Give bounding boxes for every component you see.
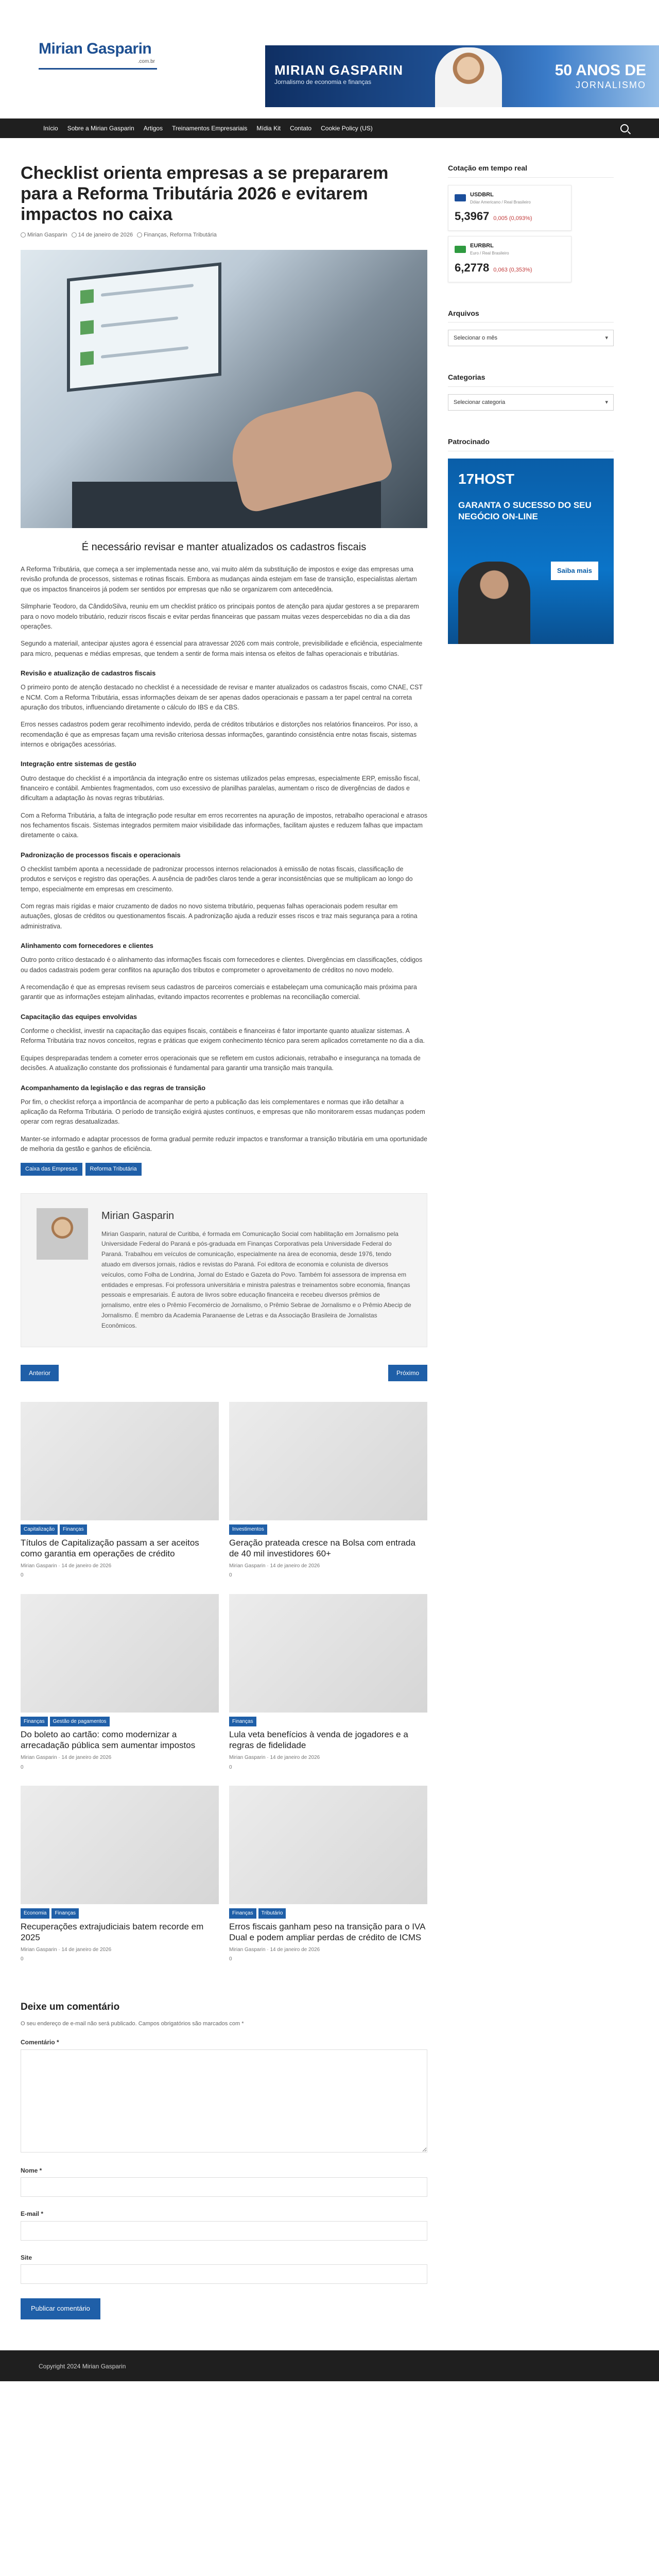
folder-icon [137,232,142,238]
check-icon [80,320,94,335]
section-heading: Revisão e atualização de cadastros fiscais [21,669,156,677]
image-caption: É necessário revisar e manter atualizados os cadastros fiscais [81,541,367,553]
article-paragraph: Manter-se informado e adaptar processos de forma gradual permite reduzir impactos e transformar a transição tributária em uma oportunidade de melhoria da gestão e ganhos de eficiência. [21,1135,427,1153]
related-date: 14 de janeiro de 2026 [270,1946,320,1953]
logo-bar [39,68,157,70]
main-column [21,163,427,2319]
author-meta[interactable] [21,231,67,240]
article-meta [21,231,427,240]
section-heading: Capacitação das equipes envolvidas [21,1012,137,1021]
widget-title: Patrocinado [448,436,614,451]
eu-flag-icon [455,246,466,253]
prev-post-button[interactable]: Anterior [21,1365,59,1382]
author-name[interactable]: Mirian Gasparin [101,1210,175,1222]
widget-title: Cotação em tempo real [448,163,614,178]
related-title[interactable]: Lula veta benefícios à venda de jogadores e a regras de fidelidade [229,1730,408,1751]
related-title[interactable]: Recuperações extrajudiciais batem recorde em 2025 [21,1921,204,1942]
page-content [0,163,659,2319]
related-date: 14 de janeiro de 2026 [270,1755,320,1761]
related-post [229,1786,427,1963]
site-footer [0,2350,659,2381]
comment-textarea[interactable] [21,2049,427,2153]
author-box [21,1193,427,1347]
related-meta: Mirian Gasparin · 14 de janeiro de 2026 [21,1946,112,1953]
related-tag[interactable]: Finanças [60,1524,87,1535]
related-post [21,1402,219,1580]
related-tag[interactable]: Gestão de pagamentos [50,1717,110,1727]
ad-cta-button[interactable]: Saiba mais [551,562,598,580]
related-date: 14 de janeiro de 2026 [61,1946,112,1953]
article-title: Checklist orienta empresas a se prepararem para a Reforma Tributária 2026 e evitarem impactos no caixa [21,163,389,224]
article-categories: Finanças, Reforma Tributária [144,232,217,238]
post-navigation [21,1365,427,1382]
quote-value: 6,2778 [455,261,490,274]
tag-reforma[interactable]: Reforma Tributária [85,1163,142,1176]
article-paragraph: Equipes despreparadas tendem a cometer erros operacionais que se refletem em custos adicionais, retrabalho e insegurança na tomada de decisões. A atualização constante dos profissionais é fundamental para garantir uma transição mais tranquila. [21,1054,421,1072]
related-meta: Mirian Gasparin · 14 de janeiro de 2026 [21,1755,112,1761]
article-paragraph: Com a Reforma Tributária, a falta de integração pode resultar em erros recorrentes na apuração de impostos, retrabalho operacional e atrasos nos fechamentos fiscais. Sistemas integrados permitem maior visibilidade das informações, facilitam ajustes e reduzem falhas que impactam diretamente o caixa. [21,811,428,839]
related-title[interactable]: Do boleto ao cartão: como modernizar a arrecadação pública sem aumentar impostos [21,1730,196,1751]
related-comment-count: 0 [229,1572,232,1579]
article-paragraph: A Reforma Tributária, que começa a ser implementada nesse ano, vai muito além da substituição de impostos e exige das empresas uma revisão profunda de processos, sistemas e rotinas fiscais. Embora as mudanças ainda estejam em fase de transição, especialistas alertam que os impactos financeiros já podem ser sentidos por empresas que não se organizarem com antecedência. [21,566,417,593]
site-header [0,0,659,118]
comment-title: Deixe um comentário [21,2001,120,2012]
search-icon[interactable] [620,124,629,132]
article-paragraph: Segundo a materiail, antecipar ajustes agora é essencial para atravessar 2026 com mais controle, previsibilidade e eficiência, especialmente para micro, pequenas e médias empresas, que tendem a sentir de forma mais intensa os efeitos de falhas operacionais e tributárias. [21,640,423,657]
related-author: Mirian Gasparin [229,1563,266,1569]
related-meta: Mirian Gasparin · 14 de janeiro de 2026 [229,1755,320,1761]
related-tag[interactable]: Investimentos [229,1524,267,1535]
related-date: 14 de janeiro de 2026 [270,1563,320,1569]
related-image[interactable] [229,1402,427,1520]
image-screen [67,262,221,392]
banner-name: MIRIAN GASPARIN [274,62,403,78]
related-post [21,1786,219,1963]
quote-change: 0,063 (0,353%) [493,266,532,273]
quote-card[interactable] [448,236,571,282]
banner-anos-sub: JORNALISMO [575,80,646,90]
image-line [101,316,178,328]
related-title[interactable]: Erros fiscais ganham peso na transição para o IVA Dual e podem ampliar perdas de crédito de ICMS [229,1921,425,1942]
categories-widget [448,372,614,411]
related-title[interactable]: Geração prateada cresce na Bolsa com entrada de 40 mil investidores 60+ [229,1537,415,1558]
related-date: 14 de janeiro de 2026 [61,1755,112,1761]
related-image[interactable] [229,1786,427,1904]
banner-anos: 50 ANOS DE [554,62,646,79]
section-heading: Padronização de processos fiscais e operacionais [21,851,181,859]
article-author: Mirian Gasparin [27,232,67,238]
sponsor-ad[interactable] [448,459,614,644]
image-line [101,346,188,359]
section-heading: Acompanhamento da legislação e das regras de transição [21,1083,206,1092]
related-tag[interactable]: Capitalização [21,1524,58,1535]
related-comment-count: 0 [229,1764,232,1770]
related-post [229,1594,427,1772]
related-post [21,1594,219,1772]
related-tag[interactable]: Tributário [258,1908,286,1919]
name-field[interactable] [21,2177,427,2197]
ad-brand: 17HOST [458,470,514,487]
next-post-button[interactable]: Próximo [388,1365,427,1382]
related-posts [21,1402,427,1963]
related-meta: Mirian Gasparin · 14 de janeiro de 2026 [229,1946,320,1953]
name-label: Nome * [21,2166,42,2174]
image-line [101,284,194,297]
nav-item-sobre[interactable]: Sobre a Mirian Gasparin [67,125,134,132]
related-post [229,1402,427,1580]
archives-widget [448,308,614,347]
quote-change: 0,005 (0,093%) [493,215,532,222]
related-comment-count: 0 [21,1956,24,1962]
ad-headline: GARANTA O SUCESSO DO SEU NEGÓCIO ON-LINE [458,500,592,521]
comment-note: O seu endereço de e-mail não será publicado. Campos obrigatórios são marcados com * [21,2021,244,2027]
section-heading: Alinhamento com fornecedores e clientes [21,942,153,950]
article-paragraph: O primeiro ponto de atenção destacado no checklist é a necessidade de revisar e manter atualizados os cadastros fiscais, como CNAE, CST e NCM. Com a Reforma Tributária, essas informações deixam de ser apenas dados operacionais e passam a ter papel central na correta apuração dos tributos, influenciando diretamente o cálculo do IBS e da CBS. [21,684,423,711]
clock-icon [72,232,77,238]
related-tag[interactable]: Finanças [51,1908,79,1919]
categories-select[interactable]: Selecionar categoria ▾ [448,394,614,411]
article-paragraph: Silmpharie Teodoro, da CândidoSilva, reuniu em um checklist prático os principais pontos de atenção para ajudar gestores a se prepararem para o novo modelo tributário, reduzir riscos fiscais e evitar perdas financeiras que passam muitas vezes despercebidas no dia a dia das operações. [21,603,419,630]
avatar [37,1208,88,1260]
submit-comment-button[interactable]: Publicar comentário [21,2298,100,2319]
site-field[interactable] [21,2264,427,2284]
related-image[interactable] [21,1786,219,1904]
related-meta: Mirian Gasparin · 14 de janeiro de 2026 [21,1563,112,1569]
related-author: Mirian Gasparin [21,1563,57,1569]
site-label: Site [21,2253,32,2261]
nav-item-inicio[interactable]: Início [43,125,58,132]
related-tag[interactable]: Economia [21,1908,49,1919]
us-flag-icon [455,194,466,201]
quote-name: Dólar Americano / Real Brasileiro [470,199,531,205]
article-paragraph: Por fim, o checklist reforça a importância de acompanhar de perto a publicação das leis complementares e normas que irão detalhar a aplicação da Reforma Tributária. O período de transição exigirá ajustes contínuos, e empresas que não monitorarem essas mudanças podem operar com regras desatualizadas. [21,1098,425,1126]
article-paragraph: O checklist também aponta a necessidade de padronizar processos internos relacionados à emissão de notas fiscais, classificação de produtos e serviços e registro das operações. A ausência de padrões claros tende a gerar inconsistências que se multiplicam ao longo do tempo, especialmente em empresas em crescimento. [21,865,413,893]
quote-card[interactable] [448,185,571,231]
related-tag[interactable]: Finanças [229,1717,256,1727]
quote-name: Euro / Real Brasileiro [470,251,509,256]
section-heading: Integração entre sistemas de gestão [21,760,136,768]
related-comment-count: 0 [21,1764,24,1770]
tag-caixa[interactable]: Caixa das Empresas [21,1163,82,1176]
header-banner[interactable] [265,45,659,107]
nav-item-treinamentos[interactable]: Treinamentos Empresariais [172,125,248,132]
logo-sub: .com.br [137,59,155,64]
article-tags [21,1163,427,1176]
date-meta [72,231,133,240]
related-author: Mirian Gasparin [229,1755,266,1761]
comment-label: Comentário * [21,2039,59,2046]
article-paragraph: A recomendação é que as empresas revisem seus cadastros de parceiros comerciais e estabeleçam uma comunicação mais próxima para garantir que as informações estejam alinhadas, evitando impactos recorrentes e problemas na reconciliação comercial. [21,984,417,1001]
sponsor-widget [448,436,614,644]
quotes-widget [448,163,614,282]
widget-title: Arquivos [448,308,614,323]
nav-item-midia-kit[interactable]: Mídia Kit [256,125,281,132]
article-paragraph: Com regras mais rígidas e maior cruzamento de dados no novo sistema tributário, pequenas falhas operacionais podem resultar em autuações, glosas de créditos ou questionamentos fiscais. A padronização ajuda a reduzir esses riscos e traz mais segurança para a rotina administrativa. [21,903,418,930]
category-meta[interactable] [137,231,217,240]
main-nav [0,118,659,138]
related-comment-count: 0 [21,1572,24,1579]
related-title[interactable]: Títulos de Capitalização passam a ser aceitos como garantia em operações de crédito [21,1537,199,1558]
copyright: Copyright 2024 Mirian Gasparin [39,2362,126,2370]
related-author: Mirian Gasparin [21,1946,57,1953]
nav-item-cookie[interactable]: Cookie Policy (US) [321,125,373,132]
article-paragraph: Erros nesses cadastros podem gerar recolhimento indevido, perda de créditos tributários e distorções nos relatórios financeiros. Por isso, a recomendação é que as empresas façam uma revisão criteriosa dessas informações, garantindo consistência entre notas fiscais, sistemas internos e obrigações acessórias. [21,721,418,749]
site-logo[interactable] [39,40,157,81]
article-paragraph: Conforme o checklist, investir na capacitação das equipes fiscais, contábeis e financeiras é fator importante quanto atualizar sistemas. A Reforma Tributária traz novos conceitos, regras e práticas que exigem conhecimento técnico para serem aplicados corretamente no dia a dia. [21,1027,425,1045]
related-image[interactable] [229,1594,427,1713]
related-author: Mirian Gasparin [229,1946,266,1953]
related-comment-count: 0 [229,1956,232,1962]
banner-sub: Jornalismo de economia e finanças [274,78,372,86]
email-label: E-mail * [21,2210,44,2218]
logo-name: Mirian Gasparin [39,40,152,57]
email-field[interactable] [21,2221,427,2241]
banner-portrait [435,47,502,107]
nav-item-contato[interactable]: Contato [290,125,312,132]
quote-code: USDBRL [470,191,494,198]
nav-item-artigos[interactable]: Artigos [143,125,163,132]
article-paragraph: Outro ponto crítico destacado é o alinhamento das informações fiscais com fornecedores e clientes. Divergências em classificações, códigos ou dados cadastrais podem gerar conflitos na apuração dos tributos e comprometer o aproveitamento de créditos no novo modelo. [21,956,423,974]
related-image[interactable] [21,1402,219,1520]
check-icon [80,351,94,366]
related-author: Mirian Gasparin [21,1755,57,1761]
ad-person [458,562,530,644]
check-icon [80,289,94,304]
featured-image [21,250,427,528]
related-image[interactable] [21,1594,219,1713]
quote-code: EURBRL [470,243,494,249]
quote-value: 5,3967 [455,210,490,223]
related-meta: Mirian Gasparin · 14 de janeiro de 2026 [229,1563,320,1569]
sidebar [448,163,614,2319]
related-date: 14 de janeiro de 2026 [61,1563,112,1569]
article-body [21,565,427,1154]
related-tag[interactable]: Finanças [229,1908,256,1919]
article-date: 14 de janeiro de 2026 [78,232,133,238]
user-icon [21,232,26,238]
archives-select[interactable]: Selecionar o mês ▾ [448,330,614,346]
related-tag[interactable]: Finanças [21,1717,48,1727]
author-bio: Mirian Gasparin, natural de Curitiba, é formada em Comunicação Social com habilitação em Jornalismo pela Universidade Federal do Paraná e pós-graduada em Finanças Corporativas pela Universidade Federal do Paraná. Trabalhou em veículos de comunicação, especialmente na área de economia, desde 1976, tendo atuado em diversos jornais, rádios e revistas do Paraná. Foi editora de economia e colunista de diversos veículos, como Folha de Londrina, Jornal do Estado e Gazeta do Povo. Também foi assessora de imprensa em entidades e empresas. Foi professora universitária e ministra palestras e treinamentos sobre economia, finanças pessoais e empresariais. É autora de livros sobre educação financeira e recebeu diversos prêmios de jornalismo, entre eles o Prêmio Fecomércio de Jornalismo, o Prêmio Sebrae de Jornalismo e o Prêmio Abecip de Jornalismo. É membro da Academia Paranaense de Letras e da Associação Brasileira de Jornalistas Econômicos. [101,1230,411,1329]
article-paragraph: Outro destaque do checklist é a importância da integração entre os sistemas utilizados pelas empresas, especialmente ERP, emissão fiscal, financeiro e contábil. Ambientes fragmentados, com uso excessivo de planilhas paralelas, aumentam o risco de divergências de dados e dificultam a adaptação às novas regras tributárias. [21,774,420,802]
comment-form [21,1999,427,2319]
widget-title: Categorias [448,372,614,387]
